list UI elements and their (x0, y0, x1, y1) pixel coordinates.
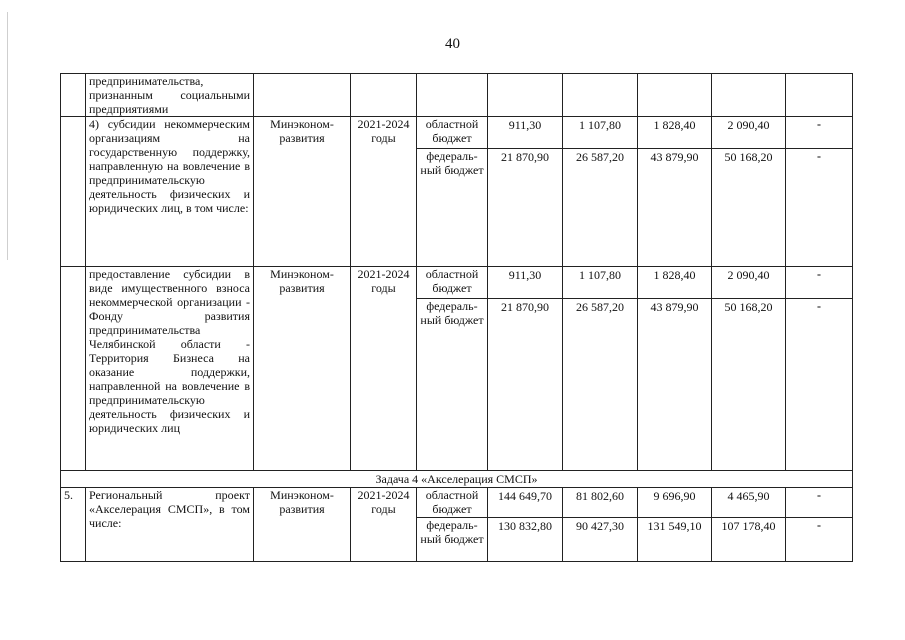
row-number-cell (61, 74, 86, 117)
value-cell: - (786, 299, 853, 471)
measure-description: Региональный проект «Акселерация СМСП», в том числе: (86, 488, 254, 562)
value-cell: 1 107,80 (563, 267, 638, 299)
value-cell: 131 549,10 (638, 518, 712, 562)
executor: Минэконом-развития (254, 488, 351, 562)
row-number-cell (61, 117, 86, 267)
value-cell: 50 168,20 (712, 299, 786, 471)
executor: Минэконом-развития (254, 117, 351, 267)
table-row (61, 117, 853, 149)
period: 2021-2024 годы (351, 267, 417, 471)
page-number: 40 (445, 36, 460, 52)
value-cell: - (786, 518, 853, 562)
funding-source: федераль-ный бюджет (417, 149, 488, 267)
value-cell: 144 649,70 (488, 488, 563, 518)
funding-source: областной бюджет (417, 488, 488, 518)
value-cell: 43 879,90 (638, 149, 712, 267)
table-row (61, 267, 853, 299)
row-number-cell: 5. (61, 488, 86, 562)
period: 2021-2024 годы (351, 117, 417, 267)
funding-source: федераль-ный бюджет (417, 299, 488, 471)
program-table (60, 73, 853, 562)
task-header-row (61, 471, 853, 488)
value-cell: - (786, 149, 853, 267)
funding-source: областной бюджет (417, 117, 488, 149)
value-cell: 4 465,90 (712, 488, 786, 518)
value-cell: 2 090,40 (712, 267, 786, 299)
measure-description: предоставление субсидии в виде имущественного взноса некоммерческой организации - Фонду развития предпринимательства Челябинской области - Территория Бизнеса на оказание поддержки, направленной на вовлечение в предпринимательскую деятельность физических и юридических лиц (86, 267, 254, 471)
value-cell: 911,30 (488, 117, 563, 149)
value-cell: 1 107,80 (563, 117, 638, 149)
value-cell: 26 587,20 (563, 299, 638, 471)
value-cell: 26 587,20 (563, 149, 638, 267)
measure-description: предпринимательства, признанным социальными предприятиями (86, 74, 254, 117)
task-header: Задача 4 «Акселерация СМСП» (61, 471, 853, 488)
value-cell: 9 696,90 (638, 488, 712, 518)
value-cell: 107 178,40 (712, 518, 786, 562)
value-cell: 1 828,40 (638, 267, 712, 299)
value-cell: - (786, 488, 853, 518)
value-cell: 43 879,90 (638, 299, 712, 471)
table-row (61, 74, 853, 117)
measure-description: 4) субсидии некоммерческим организациям на государственную поддержку, направленную на вовлечение в предпринимательскую деятельность физических и юридических лиц, в том числе: (86, 117, 254, 267)
value-cell: 21 870,90 (488, 299, 563, 471)
value-cell: 81 802,60 (563, 488, 638, 518)
value-cell: 911,30 (488, 267, 563, 299)
executor: Минэконом-развития (254, 267, 351, 471)
value-cell: 130 832,80 (488, 518, 563, 562)
table-row (61, 488, 853, 518)
value-cell: 2 090,40 (712, 117, 786, 149)
value-cell: - (786, 117, 853, 149)
row-number-cell (61, 267, 86, 471)
period: 2021-2024 годы (351, 488, 417, 562)
value-cell: 90 427,30 (563, 518, 638, 562)
funding-source: областной бюджет (417, 267, 488, 299)
funding-source: федераль-ный бюджет (417, 518, 488, 562)
value-cell: 21 870,90 (488, 149, 563, 267)
value-cell: - (786, 267, 853, 299)
value-cell: 1 828,40 (638, 117, 712, 149)
value-cell: 50 168,20 (712, 149, 786, 267)
